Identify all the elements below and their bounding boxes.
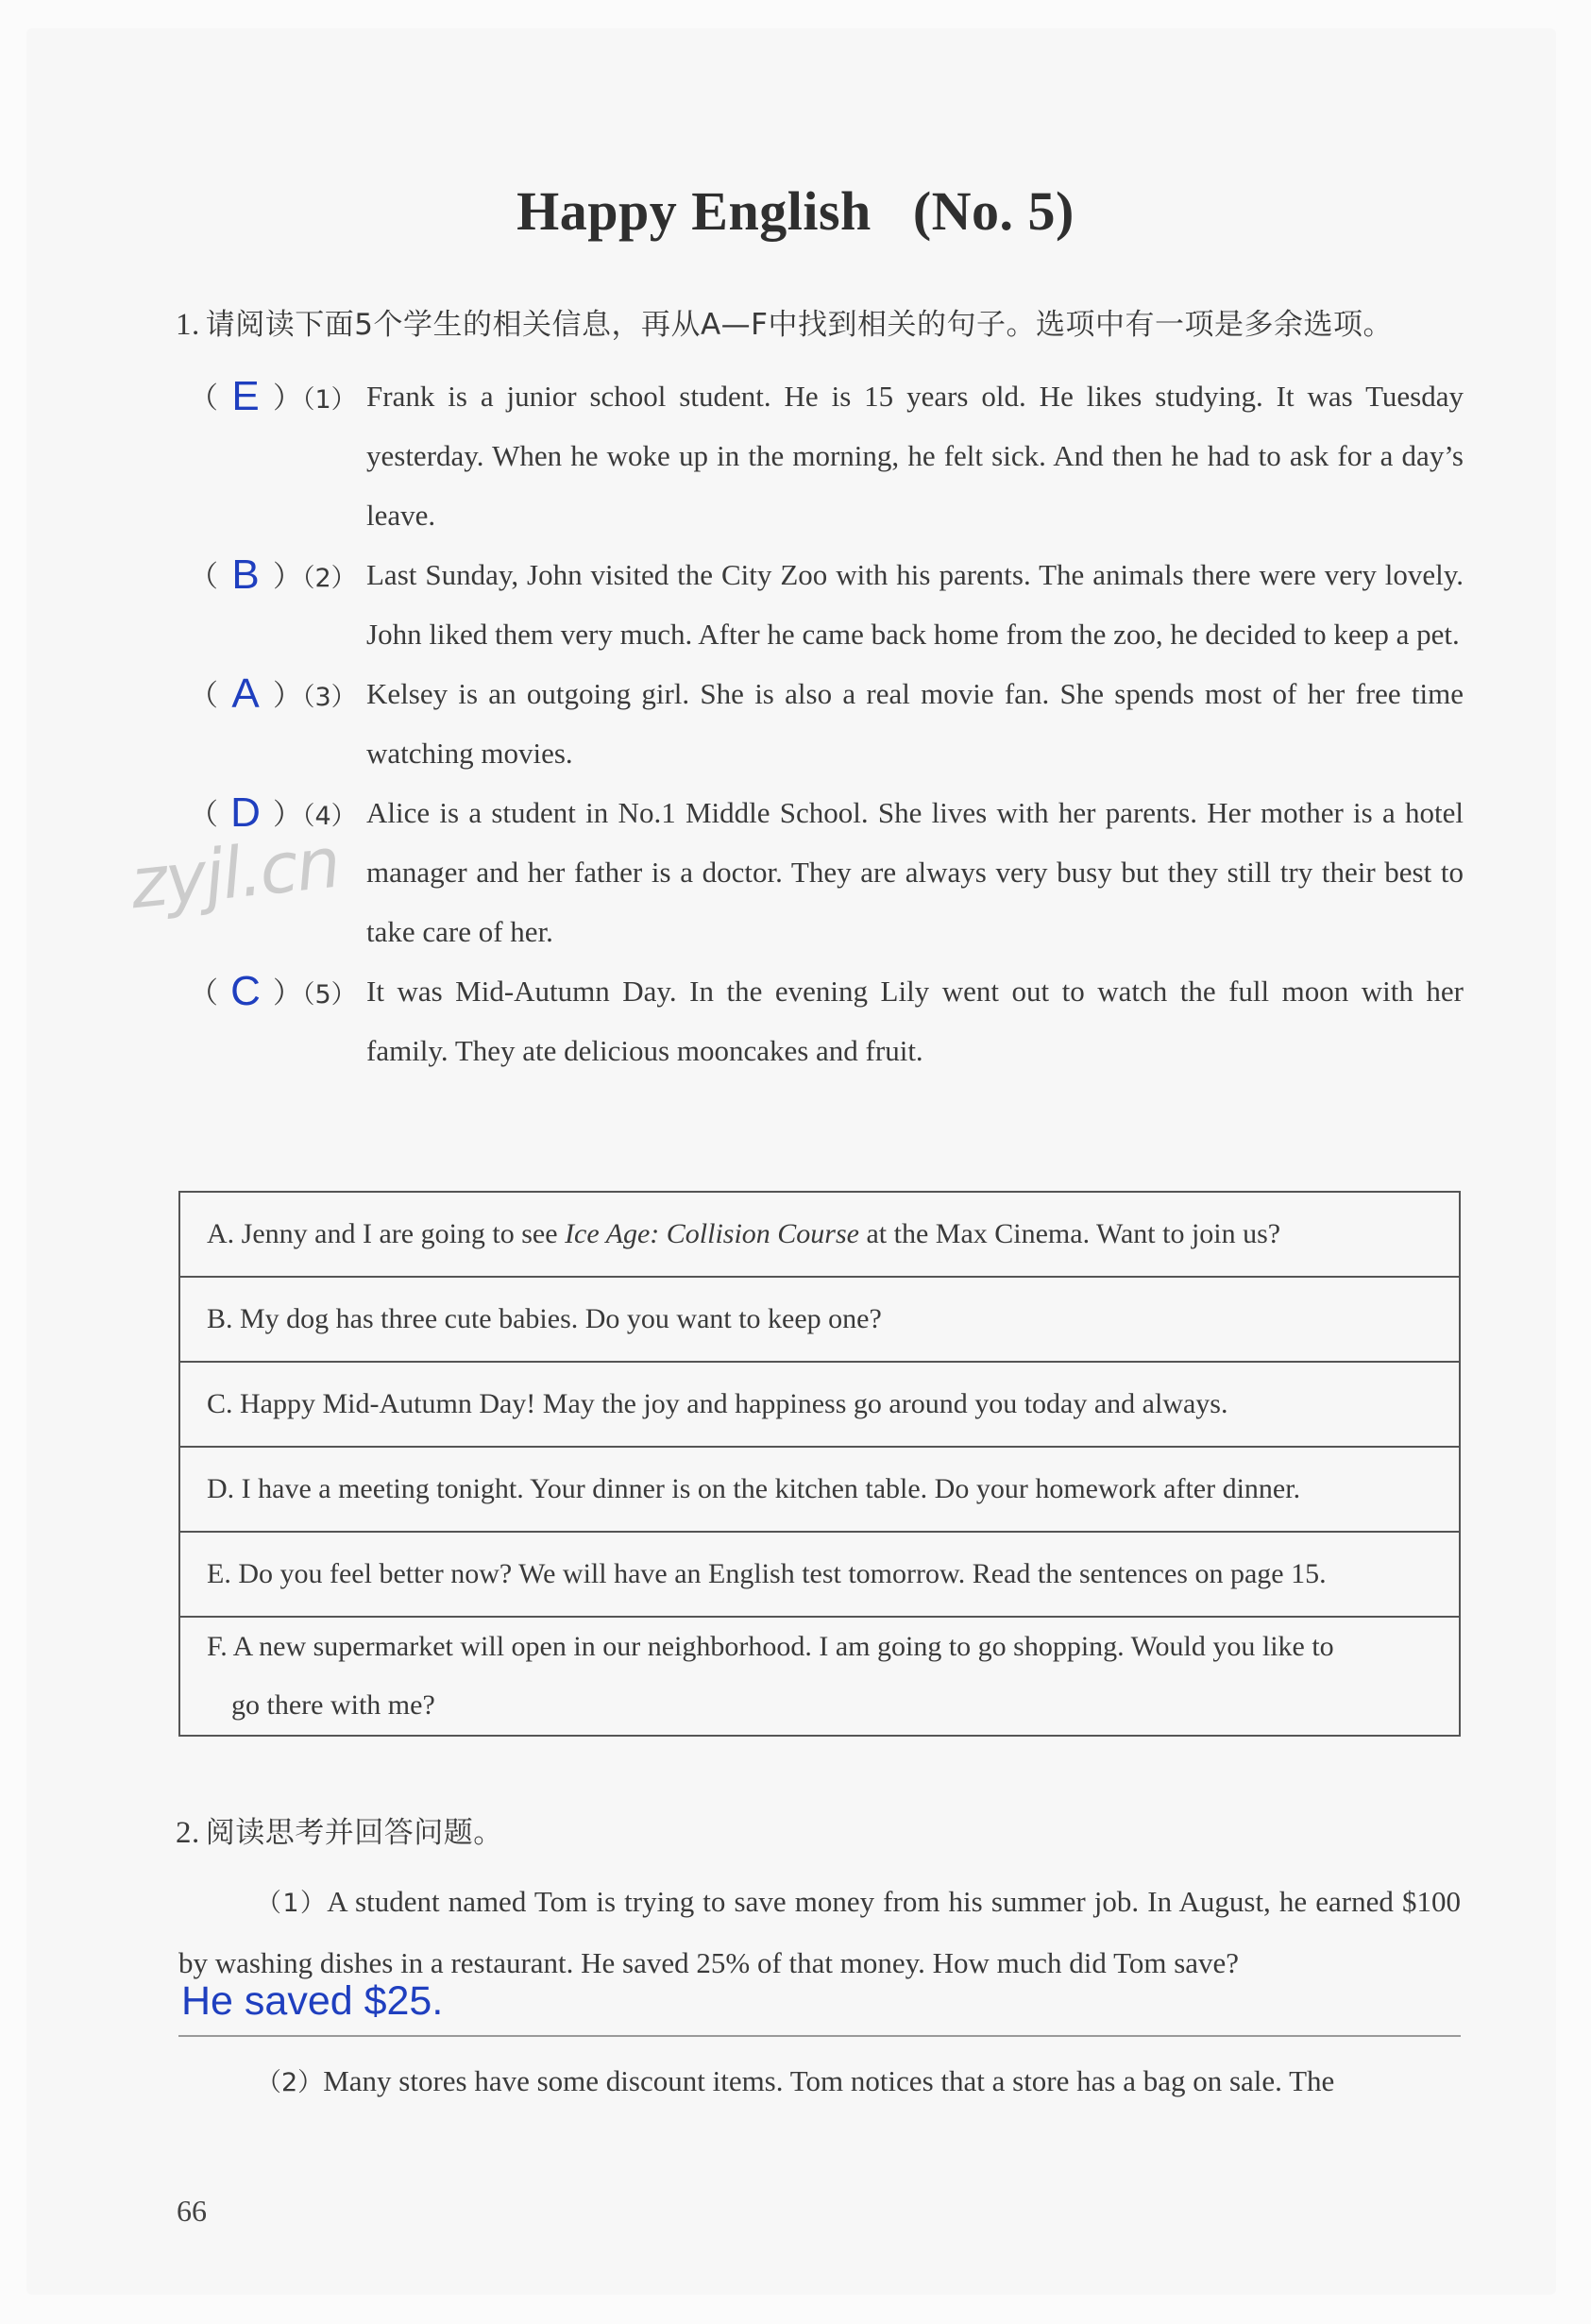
table-row — [179, 1362, 1460, 1447]
list-item — [189, 366, 1464, 545]
option-c — [179, 1362, 1460, 1447]
option-text: D. I have a meeting tonight. Your dinner is on the kitchen table. Do your homework after dinner. — [207, 1473, 1301, 1504]
answer-bracket: （ D ）（4） — [189, 783, 366, 846]
answer-bracket: （ E ）（1） — [189, 366, 366, 430]
title-main: Happy English — [516, 180, 872, 242]
option-text: A. Jenny and I are going to see — [207, 1218, 566, 1249]
list-item — [189, 961, 1464, 1080]
item-text: Frank is a junior school student. He is 15 years old. He likes studying. It was Tuesday yesterday. When he woke up in the morning, he felt sick. And then he had to ask for a day’s leave. — [366, 380, 1464, 532]
question-1-items — [189, 366, 1464, 1080]
option-text: E. Do you feel better now? We will have an English test tomorrow. Read the sentences on page 15. — [207, 1558, 1327, 1589]
question-2-part-1 — [178, 1872, 1461, 1993]
table-row — [179, 1277, 1460, 1362]
table-row — [179, 1447, 1460, 1532]
handwritten-answer: He saved $25. — [181, 1978, 444, 2024]
handwritten-answer: B — [231, 551, 260, 598]
answer-line — [178, 2035, 1461, 2037]
list-item — [189, 783, 1464, 961]
handwritten-answer: E — [231, 373, 260, 419]
answer-bracket: （ B ）（2） — [189, 545, 366, 608]
question-1-instruction: 请阅读下面5个学生的相关信息，再从A—F中找到相关的句子。选项中有一项是多余选项。 — [205, 308, 1394, 342]
list-item — [189, 545, 1464, 664]
option-e — [179, 1532, 1460, 1617]
table-row — [179, 1532, 1460, 1617]
handwritten-answer: D — [230, 789, 261, 836]
answer-bracket: （ C ）（5） — [189, 961, 366, 1025]
option-b — [179, 1277, 1460, 1362]
item-text: Last Sunday, John visited the City Zoo with his parents. The animals there were very lovely. John liked them very much. After he came back home from the zoo, he decided to keep a pet. — [366, 558, 1464, 651]
item-index: （2） — [302, 564, 357, 593]
table-row — [179, 1617, 1460, 1736]
item-index: （4） — [302, 802, 357, 831]
handwritten-answer: A — [231, 670, 260, 717]
question-1-heading — [176, 300, 1393, 343]
table-row — [179, 1192, 1460, 1277]
option-f — [179, 1617, 1460, 1736]
item-text: Kelsey is an outgoing girl. She is also a real movie fan. She spends most of her free time watching movies. — [366, 677, 1464, 770]
option-italic-title: Ice Age: Collision Course — [565, 1218, 859, 1249]
part-index: （2） — [256, 2068, 324, 2097]
page-title — [0, 179, 1591, 243]
option-text: B. My dog has three cute babies. Do you want to keep one? — [207, 1303, 882, 1334]
item-text: Alice is a student in No.1 Middle School. She lives with her parents. Her mother is a hotel manager and her father is a doctor. They are always very busy but they still try their best to take care of her. — [366, 796, 1464, 948]
part-text: Many stores have some discount items. Tom notices that a store has a bag on sale. The — [323, 2064, 1335, 2097]
item-text: It was Mid-Autumn Day. In the evening Lily went out to watch the full moon with her family. They ate delicious mooncakes and fruit. — [366, 975, 1464, 1067]
title-number: (No. 5) — [912, 180, 1075, 242]
question-2-instruction: 阅读思考并回答问题。 — [205, 1816, 503, 1850]
list-item — [189, 664, 1464, 783]
options-table — [178, 1191, 1461, 1737]
page-number: 66 — [177, 2194, 207, 2228]
handwritten-answer: C — [230, 968, 261, 1014]
part-index: （1） — [256, 1889, 328, 1918]
option-text: C. Happy Mid-Autumn Day! May the joy and happiness go around you today and always. — [207, 1388, 1228, 1419]
option-text: at the Max Cinema. Want to join us? — [858, 1218, 1281, 1249]
option-d — [179, 1447, 1460, 1532]
item-index: （1） — [302, 385, 357, 415]
question-2-number: 2. — [176, 1816, 200, 1850]
question-2-part-2 — [178, 2051, 1461, 2112]
watermark: zyjl.cn — [127, 822, 343, 925]
item-index: （5） — [302, 980, 357, 1009]
answer-bracket: （ A ）（3） — [189, 664, 366, 727]
option-a — [179, 1192, 1460, 1277]
part-text: A student named Tom is trying to save money from his summer job. In August, he earned $100 by washing dishes in a restaurant. He saved 25% of that money. How much did Tom save? — [178, 1885, 1461, 1979]
option-text: F. A new supermarket will open in our neighborhood. I am going to go shopping. Would you like to — [207, 1631, 1334, 1662]
option-text-continued: go there with me? — [231, 1689, 435, 1721]
item-index: （3） — [302, 683, 357, 712]
question-1-number: 1. — [176, 308, 200, 342]
question-2-heading — [176, 1808, 503, 1851]
